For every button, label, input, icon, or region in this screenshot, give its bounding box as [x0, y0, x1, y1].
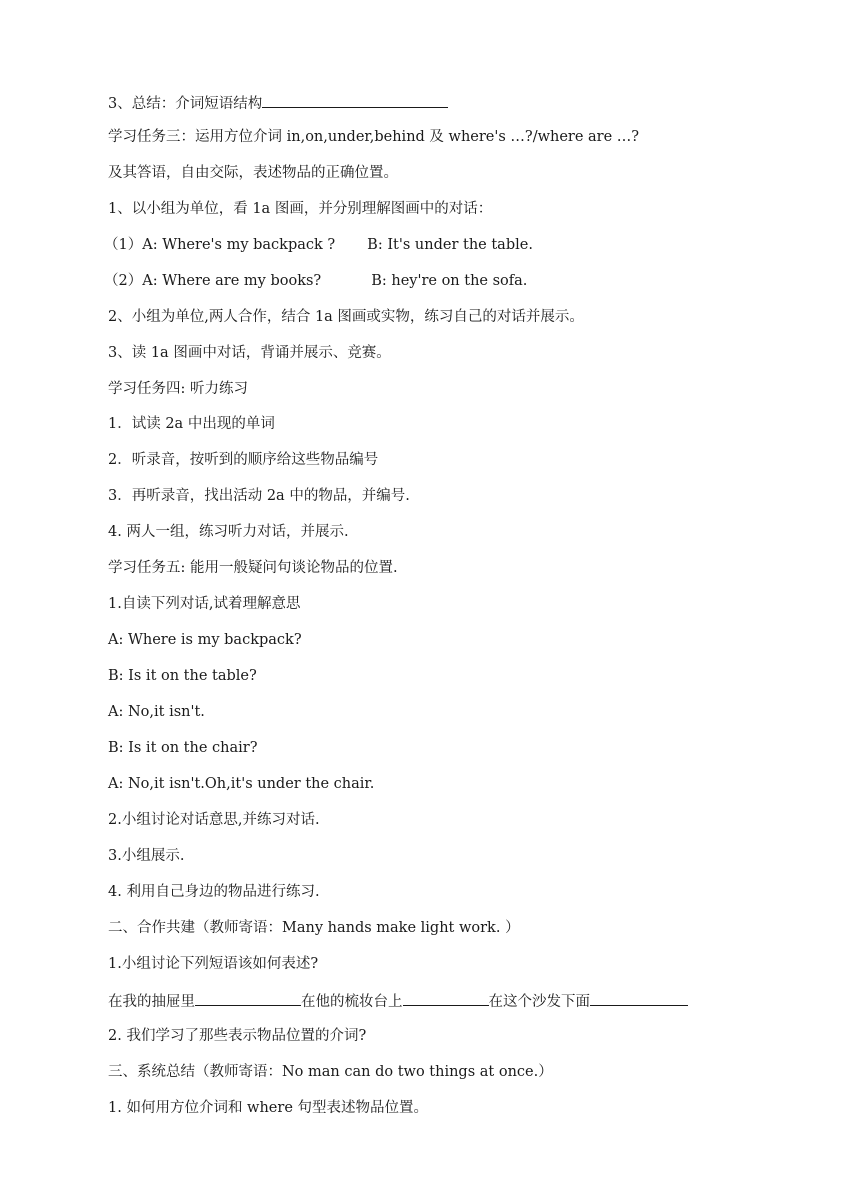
phrase-fill-line: [108, 990, 688, 1010]
show-step: 3.小组展示.: [108, 848, 185, 864]
summary-question-1: 1. 如何用方位介词和 where 句型表述物品位置。: [108, 1100, 429, 1116]
phrase-3-blank: [590, 990, 688, 1006]
pair-practice-step: 2、小组为单位,两人合作，结合 1a 图画或实物，练习自己的对话并展示。: [108, 309, 584, 325]
summary-line: [108, 92, 448, 112]
dialogue-line-a3: A: No,it isn't.Oh,it's under the chair.: [108, 776, 375, 792]
phrase-3: 在这个沙发下面: [488, 994, 590, 1010]
dialogue-line-a1: A: Where is my backpack?: [108, 632, 302, 648]
task-three-continued: 及其答语，自由交际，表述物品的正确位置。: [108, 165, 398, 181]
practice-step: 4. 利用自己身边的物品进行练习.: [108, 884, 320, 900]
dialogue-1: [104, 235, 533, 255]
dialogue-2-answer: B: hey're on the sofa.: [371, 273, 528, 289]
phrase-discussion-step: 1.小组讨论下列短语该如何表述?: [108, 956, 319, 972]
phrase-1: 在我的抽屉里: [108, 994, 195, 1010]
listening-step-4: 4. 两人一组，练习听力对话，并展示.: [108, 524, 349, 540]
dialogue-1-question: （1）A: Where's my backpack ?: [104, 237, 336, 253]
phrase-2: 在他的梳妆台上: [301, 994, 403, 1010]
dialogue-line-b1: B: Is it on the table?: [108, 668, 257, 684]
section-three-heading: 三、系统总结（教师寄语：No man can do two things at once.）: [108, 1064, 553, 1080]
listening-step-2: 2．听录音，按听到的顺序给这些物品编号: [108, 452, 379, 468]
step-1a-instruction: 1、以小组为单位，看 1a 图画，并分别理解图画中的对话：: [108, 201, 493, 217]
dialogue-line-b2: B: Is it on the chair?: [108, 740, 258, 756]
section-two-heading: 二、合作共建（教师寄语：Many hands make light work. ）: [108, 920, 520, 936]
listening-step-1: 1．试读 2a 中出现的单词: [108, 416, 275, 432]
discuss-step: 2.小组讨论对话意思,并练习对话.: [108, 812, 320, 828]
task-four-heading: 学习任务四: 听力练习: [108, 381, 248, 397]
phrase-2-blank: [403, 990, 489, 1006]
phrase-1-blank: [195, 990, 301, 1006]
recite-step: 3、读 1a 图画中对话，背诵并展示、竞赛。: [108, 345, 391, 361]
dialogue-line-a2: A: No,it isn't.: [108, 704, 205, 720]
listening-step-3: 3．再听录音，找出活动 2a 中的物品，并编号.: [108, 488, 410, 504]
task-five-heading: 学习任务五: 能用一般疑问句谈论物品的位置.: [108, 560, 398, 576]
answer-blank: [262, 92, 448, 108]
task-three-heading: 学习任务三：运用方位介词 in,on,under,behind 及 where's …?/where are …?: [108, 129, 640, 145]
dialogue-2-question: （2）A: Where are my books?: [104, 273, 322, 289]
summary-text: 3、总结：介词短语结构: [108, 96, 263, 112]
dialogue-1-answer: B: It's under the table.: [367, 237, 533, 253]
prepositions-question: 2. 我们学习了那些表示物品位置的介词?: [108, 1028, 367, 1044]
dialogue-2: [104, 271, 527, 291]
read-dialogue-step: 1.自读下列对话,试着理解意思: [108, 596, 301, 612]
